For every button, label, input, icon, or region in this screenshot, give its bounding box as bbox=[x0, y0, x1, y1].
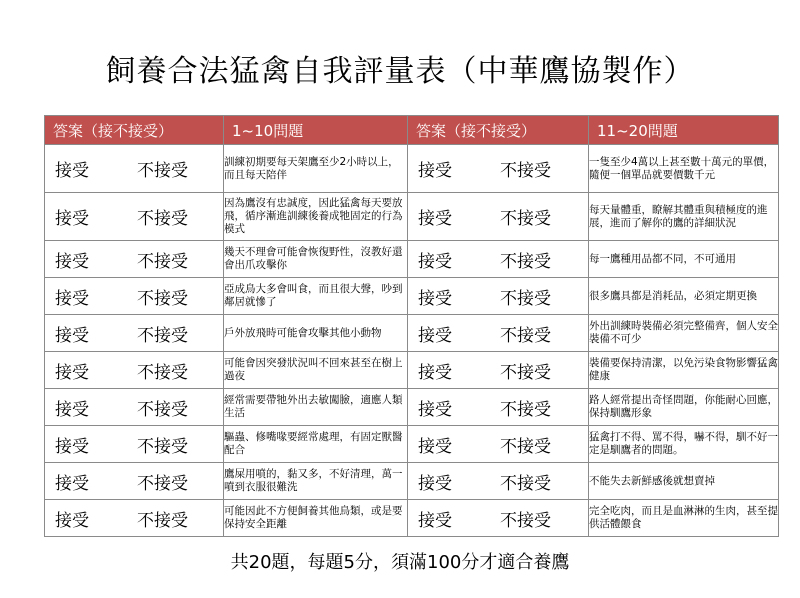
accept-option[interactable]: 接受 bbox=[418, 251, 452, 272]
question-column-header-2: 11~20問題 bbox=[589, 116, 779, 145]
question-text-left: 因為鷹沒有忠誠度，因此猛禽每天要放飛，循序漸進訓練後養成牠固定的行為模式 bbox=[224, 193, 408, 241]
question-text-right: 每一鷹種用品都不同，不可通用 bbox=[589, 241, 779, 278]
scoring-note: 共20題，每題5分，須滿100分才適合養鷹 bbox=[230, 552, 570, 573]
question-text-right: 外出訓練時裝備必須完整備齊，個人安全裝備不可少 bbox=[589, 315, 779, 352]
answer-cell-left bbox=[45, 278, 224, 315]
answer-cell-left bbox=[45, 145, 224, 193]
header-row bbox=[45, 116, 779, 145]
accept-option[interactable]: 接受 bbox=[418, 473, 452, 494]
answer-cell-right bbox=[408, 426, 589, 463]
question-text-right: 每天量體重，瞭解其體重與積極度的進展，進而了解你的鷹的詳細狀況 bbox=[589, 193, 779, 241]
answer-cell-right bbox=[408, 241, 589, 278]
question-text-left: 可能會因突發狀況叫不回來甚至在樹上過夜 bbox=[224, 352, 408, 389]
answer-cell-right bbox=[408, 352, 589, 389]
accept-option[interactable]: 接受 bbox=[418, 325, 452, 346]
question-text-left: 訓練初期要每天架鷹至少2小時以上，而且每天陪伴 bbox=[224, 145, 408, 193]
reject-option[interactable]: 不接受 bbox=[137, 473, 188, 494]
question-text-left: 驅蟲、修嘴喙要經常處理，有固定獸醫配合 bbox=[224, 426, 408, 463]
question-text-right: 很多鷹具都是消耗品，必須定期更換 bbox=[589, 278, 779, 315]
reject-option[interactable]: 不接受 bbox=[500, 399, 551, 420]
table-row bbox=[45, 278, 779, 315]
answer-column-header-2: 答案（接不接受） bbox=[408, 116, 589, 145]
answer-cell-right bbox=[408, 193, 589, 241]
page-title: 飼養合法猛禽自我評量表（中華鷹協製作） bbox=[105, 54, 695, 89]
table-row bbox=[45, 426, 779, 463]
accept-option[interactable]: 接受 bbox=[418, 161, 452, 181]
question-rows bbox=[45, 145, 779, 537]
reject-option[interactable]: 不接受 bbox=[500, 473, 551, 494]
accept-option[interactable]: 接受 bbox=[55, 209, 89, 229]
table-row bbox=[45, 145, 779, 193]
table-row bbox=[45, 241, 779, 278]
question-text-left: 鷹屎用噴的，黏又多，不好清理，萬一噴到衣服很難洗 bbox=[224, 463, 408, 500]
answer-cell-left bbox=[45, 463, 224, 500]
question-text-left: 亞成鳥大多會叫食，而且很大聲，吵到鄰居就慘了 bbox=[224, 278, 408, 315]
accept-option[interactable]: 接受 bbox=[418, 510, 452, 531]
answer-cell-left bbox=[45, 426, 224, 463]
accept-option[interactable]: 接受 bbox=[55, 473, 89, 494]
accept-option[interactable]: 接受 bbox=[55, 436, 89, 457]
question-text-left: 可能因此不方便飼養其他鳥類，或是要保持安全距離 bbox=[224, 500, 408, 537]
assessment-table bbox=[44, 115, 779, 537]
accept-option[interactable]: 接受 bbox=[418, 399, 452, 420]
table-row bbox=[45, 315, 779, 352]
question-text-left: 幾天不理會可能會恢復野性，沒教好還會出爪攻擊你 bbox=[224, 241, 408, 278]
accept-option[interactable]: 接受 bbox=[55, 288, 89, 309]
question-text-left: 經常需要帶牠外出去敏闖臉，適應人類生活 bbox=[224, 389, 408, 426]
accept-option[interactable]: 接受 bbox=[55, 161, 89, 181]
accept-option[interactable]: 接受 bbox=[55, 251, 89, 272]
question-text-right: 不能失去新鮮感後就想賣掉 bbox=[589, 463, 779, 500]
answer-cell-left bbox=[45, 500, 224, 537]
question-text-right: 猛禽打不得、罵不得，嚇不得，馴不好一定是馴鷹者的問題。 bbox=[589, 426, 779, 463]
question-column-header-1: 1~10問題 bbox=[224, 116, 408, 145]
accept-option[interactable]: 接受 bbox=[418, 209, 452, 229]
reject-option[interactable]: 不接受 bbox=[500, 510, 551, 531]
answer-cell-left bbox=[45, 389, 224, 426]
accept-option[interactable]: 接受 bbox=[418, 436, 452, 457]
table-row bbox=[45, 193, 779, 241]
reject-option[interactable]: 不接受 bbox=[137, 288, 188, 309]
answer-cell-right bbox=[408, 315, 589, 352]
answer-column-header-1: 答案（接不接受） bbox=[45, 116, 224, 145]
answer-cell-right bbox=[408, 278, 589, 315]
reject-option[interactable]: 不接受 bbox=[500, 288, 551, 309]
answer-cell-right bbox=[408, 500, 589, 537]
question-text-right: 裝備要保持清潔，以免污染食物影響猛禽健康 bbox=[589, 352, 779, 389]
reject-option[interactable]: 不接受 bbox=[137, 510, 188, 531]
reject-option[interactable]: 不接受 bbox=[500, 436, 551, 457]
answer-cell-left bbox=[45, 315, 224, 352]
table-row bbox=[45, 352, 779, 389]
accept-option[interactable]: 接受 bbox=[55, 399, 89, 420]
reject-option[interactable]: 不接受 bbox=[137, 399, 188, 420]
answer-cell-left bbox=[45, 241, 224, 278]
accept-option[interactable]: 接受 bbox=[418, 288, 452, 309]
answer-cell-right bbox=[408, 389, 589, 426]
reject-option[interactable]: 不接受 bbox=[500, 251, 551, 272]
table-row bbox=[45, 500, 779, 537]
reject-option[interactable]: 不接受 bbox=[137, 161, 188, 181]
reject-option[interactable]: 不接受 bbox=[137, 362, 188, 383]
reject-option[interactable]: 不接受 bbox=[137, 436, 188, 457]
table-row bbox=[45, 463, 779, 500]
answer-cell-right bbox=[408, 463, 589, 500]
reject-option[interactable]: 不接受 bbox=[137, 251, 188, 272]
accept-option[interactable]: 接受 bbox=[55, 510, 89, 531]
answer-cell-left bbox=[45, 193, 224, 241]
question-text-left: 戶外放飛時可能會攻擊其他小動物 bbox=[224, 315, 408, 352]
question-text-right: 路人經常提出奇怪問題，你能耐心回應，保持馴鷹形象 bbox=[589, 389, 779, 426]
reject-option[interactable]: 不接受 bbox=[137, 325, 188, 346]
answer-cell-left bbox=[45, 352, 224, 389]
accept-option[interactable]: 接受 bbox=[418, 362, 452, 383]
accept-option[interactable]: 接受 bbox=[55, 362, 89, 383]
reject-option[interactable]: 不接受 bbox=[500, 325, 551, 346]
answer-cell-right bbox=[408, 145, 589, 193]
table-row bbox=[45, 389, 779, 426]
reject-option[interactable]: 不接受 bbox=[500, 209, 551, 229]
question-text-right: 完全吃肉，而且是血淋淋的生肉，甚至提供活體餵食 bbox=[589, 500, 779, 537]
reject-option[interactable]: 不接受 bbox=[500, 362, 551, 383]
question-text-right: 一隻至少4萬以上甚至數十萬元的單價，隨便一個單品就要價數千元 bbox=[589, 145, 779, 193]
reject-option[interactable]: 不接受 bbox=[500, 161, 551, 181]
accept-option[interactable]: 接受 bbox=[55, 325, 89, 346]
reject-option[interactable]: 不接受 bbox=[137, 209, 188, 229]
